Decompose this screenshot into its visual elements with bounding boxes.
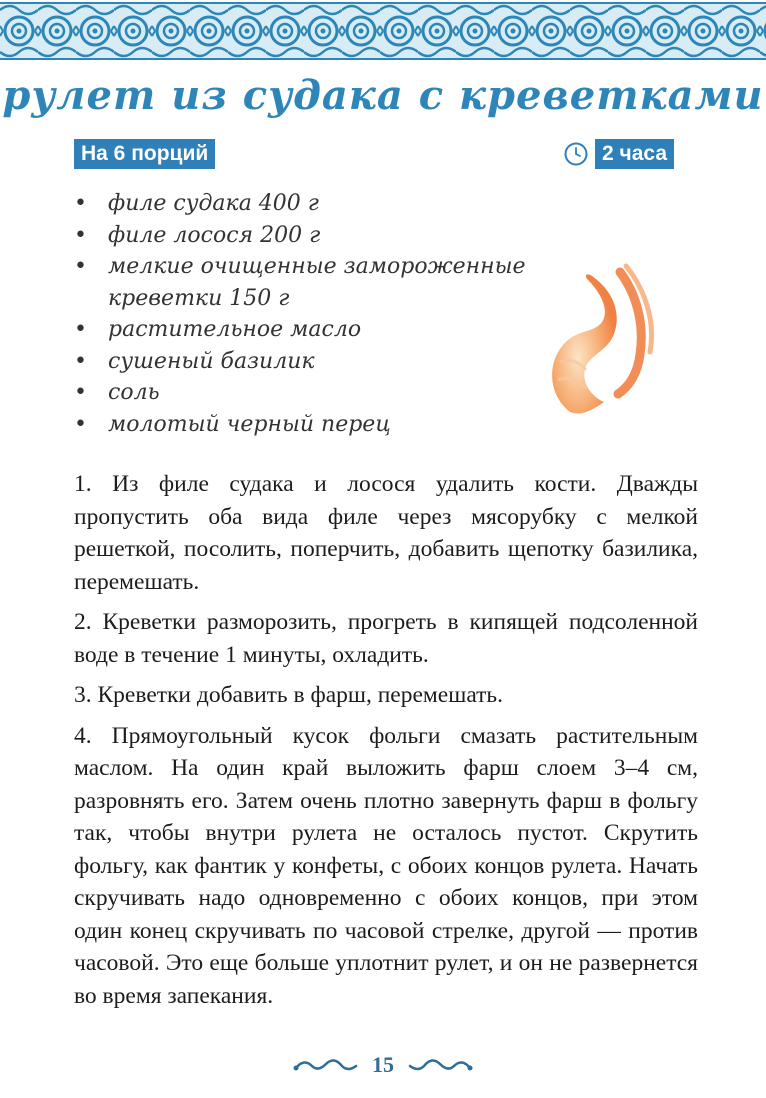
- ingredients-list: [74, 188, 544, 440]
- instruction-step: 1. Из филе судака и лосося удалить кости. Дважды пропустить оба вида филе через мясорубку с мелкой решеткой, посолить, поперчить, добавить щепотку базилика, перемешать.: [74, 471, 698, 595]
- time-badge: 2 часа: [595, 139, 674, 169]
- ornament-border-icon: [0, 0, 766, 62]
- ingredient-item: • филе лосося 200 г: [74, 220, 544, 252]
- clock-icon: [564, 142, 588, 166]
- ingredient-item: • растительное масло: [74, 314, 544, 346]
- ingredient-item: • филе судака 400 г: [74, 188, 544, 220]
- servings-badge: На 6 порций: [74, 139, 215, 169]
- instruction-step: 2. Креветки разморозить, прогреть в кипящей подсоленной воде в течение 1 минуты, охладить.: [74, 609, 698, 668]
- shrimp-illustration: [540, 262, 665, 422]
- ingredient-item: • молотый черный перец: [74, 409, 544, 441]
- recipe-title: рулет из судака с креветками: [2, 72, 764, 119]
- ingredient-item: • мелкие очищенные замороженные креветки 150 г: [74, 251, 544, 314]
- instructions: [74, 468, 698, 1020]
- instruction-step: 4. Прямоугольный кусок фольги смазать растительным маслом. На один край выложить фарш слоем 3–4 см, разровнять его. Затем очень плотно завернуть фарш в фольгу так, чтобы внутри рулета не осталось пустот. Скрутить фольгу, как фантик у конфеты, с обоих концов рулета. Начать скручивать надо одновременно с обоих концов, при этом один конец скручивать по часовой стрелке, другой — против часовой. Это еще больше уплотнит рулет, и он не развернется во время запекания.: [74, 722, 698, 1009]
- ingredient-item: • сушеный базилик: [74, 346, 544, 378]
- ingredient-item: • соль: [74, 377, 544, 409]
- instruction-step: 3. Креветки добавить в фарш, перемешать.: [74, 682, 504, 708]
- page-number: 15: [372, 1052, 394, 1077]
